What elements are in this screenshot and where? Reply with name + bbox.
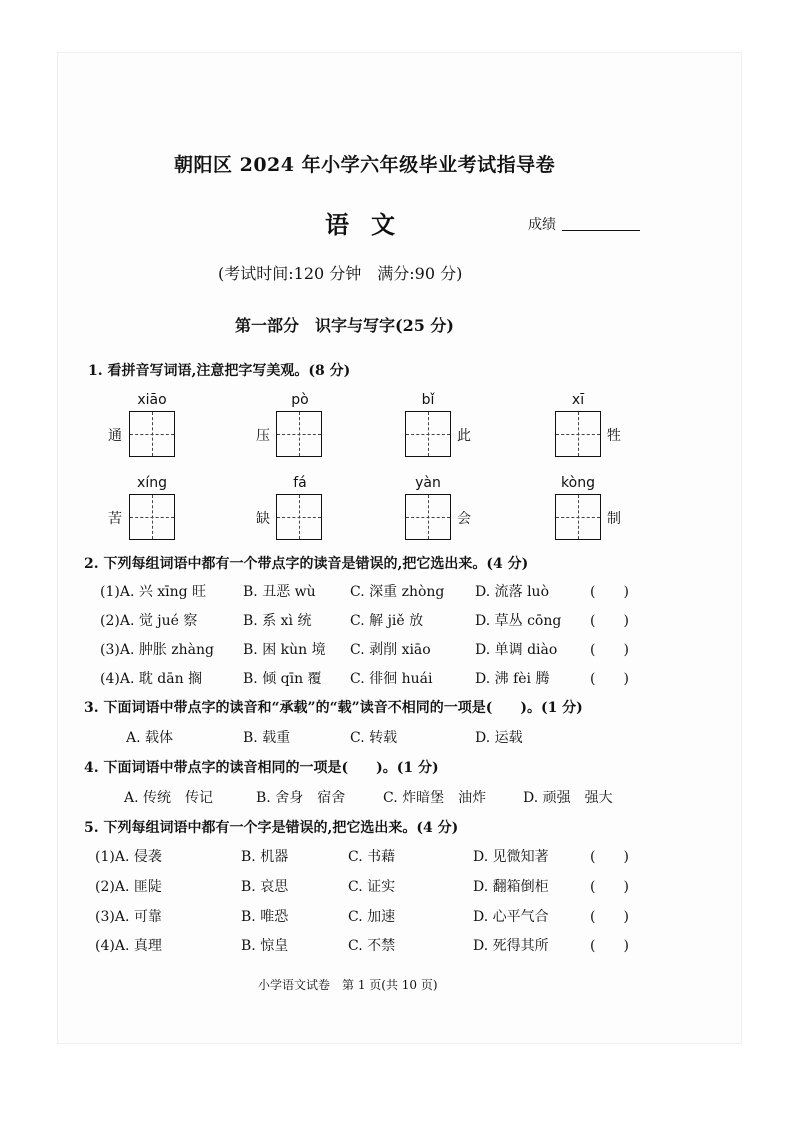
- option-a[interactable]: (1)A. 侵袭: [95, 849, 162, 865]
- pinyin-label: pò: [291, 392, 309, 408]
- writing-grid[interactable]: [276, 411, 322, 457]
- page-footer: 小学语文试卷 第 1 页(共 10 页): [258, 978, 438, 992]
- exam-title: 朝阳区 2024 年小学六年级毕业考试指导卷: [174, 154, 556, 176]
- writing-grid[interactable]: [405, 411, 451, 457]
- option-a[interactable]: (3)A. 可靠: [95, 909, 162, 925]
- option-d[interactable]: D. 死得其所: [473, 938, 549, 954]
- writing-grid[interactable]: [129, 411, 175, 457]
- answer-paren[interactable]: ( ): [590, 671, 629, 687]
- pinyin-label: yàn: [415, 475, 441, 491]
- word-char: 会: [457, 511, 471, 527]
- question-3-title: 3. 下面词语中带点字的读音和“承载”的“载”读音不相同的一项是( )。(1 分): [84, 700, 583, 716]
- option-a[interactable]: A. 载体: [126, 730, 174, 746]
- option-d[interactable]: D. 顽强 强大: [523, 790, 613, 806]
- option-b[interactable]: B. 系 xì 统: [243, 613, 312, 629]
- option-d[interactable]: D. 翻箱倒柜: [473, 879, 549, 895]
- pinyin-label: xī: [571, 392, 585, 408]
- option-d[interactable]: D. 沸 fèi 腾: [475, 671, 550, 687]
- pinyin-label: xíng: [137, 475, 167, 491]
- option-c[interactable]: C. 证实: [348, 879, 396, 895]
- answer-paren[interactable]: ( ): [590, 879, 629, 895]
- option-c[interactable]: C. 剥削 xiāo: [350, 642, 431, 658]
- option-a[interactable]: (4)A. 耽 dān 搁: [100, 671, 203, 687]
- writing-grid[interactable]: [555, 411, 601, 457]
- option-d[interactable]: D. 运载: [475, 730, 523, 746]
- option-b[interactable]: B. 困 kùn 境: [243, 642, 326, 658]
- part-title: 第一部分 识字与写字(25 分): [235, 316, 454, 335]
- option-c[interactable]: C. 炸暗堡 油炸: [383, 790, 487, 806]
- option-b[interactable]: B. 舍身 宿舍: [256, 790, 346, 806]
- option-b[interactable]: B. 机器: [241, 849, 289, 865]
- option-a[interactable]: A. 传统 传记: [124, 790, 214, 806]
- pinyin-label: xiāo: [137, 392, 167, 408]
- answer-paren[interactable]: ( ): [590, 849, 629, 865]
- answer-paren[interactable]: ( ): [590, 642, 629, 658]
- word-char: 牲: [607, 428, 621, 444]
- question-4-title: 4. 下面词语中带点字的读音相同的一项是( )。(1 分): [84, 760, 439, 776]
- writing-grid[interactable]: [276, 494, 322, 540]
- writing-grid[interactable]: [555, 494, 601, 540]
- word-char: 苦: [108, 511, 122, 527]
- option-b[interactable]: B. 哀思: [241, 879, 289, 895]
- option-b[interactable]: B. 载重: [243, 730, 291, 746]
- option-d[interactable]: D. 见微知著: [473, 849, 549, 865]
- option-a[interactable]: (3)A. 肿胀 zhàng: [100, 642, 215, 658]
- option-a[interactable]: (2)A. 觉 jué 察: [100, 613, 198, 629]
- option-b[interactable]: B. 唯恐: [241, 909, 289, 925]
- question-2-title: 2. 下列每组词语中都有一个带点字的读音是错误的,把它选出来。(4 分): [84, 556, 529, 572]
- word-char: 此: [457, 428, 471, 444]
- option-c[interactable]: C. 转载: [350, 730, 398, 746]
- writing-grid[interactable]: [129, 494, 175, 540]
- score-blank[interactable]: [562, 230, 640, 231]
- answer-paren[interactable]: ( ): [590, 613, 629, 629]
- option-d[interactable]: D. 流落 luò: [475, 584, 549, 600]
- subject-title: 语文: [325, 210, 417, 239]
- score-label: 成绩: [528, 217, 556, 233]
- option-c[interactable]: C. 加速: [348, 909, 396, 925]
- answer-paren[interactable]: ( ): [590, 909, 629, 925]
- option-c[interactable]: C. 深重 zhòng: [350, 584, 445, 600]
- word-char: 制: [607, 511, 621, 527]
- pinyin-label: kòng: [561, 475, 595, 491]
- answer-paren[interactable]: ( ): [590, 938, 629, 954]
- option-d[interactable]: D. 草丛 cōng: [475, 613, 562, 629]
- pinyin-label: fá: [293, 475, 307, 491]
- option-b[interactable]: B. 惊皇: [241, 938, 289, 954]
- option-a[interactable]: (2)A. 匪陡: [95, 879, 162, 895]
- word-char: 缺: [256, 511, 270, 527]
- option-d[interactable]: D. 心平气合: [473, 909, 549, 925]
- option-d[interactable]: D. 单调 diào: [475, 642, 558, 658]
- word-char: 压: [256, 428, 270, 444]
- word-char: 通: [108, 428, 122, 444]
- option-b[interactable]: B. 丑恶 wù: [243, 584, 316, 600]
- question-1-title: 1. 看拼音写词语,注意把字写美观。(8 分): [88, 363, 351, 379]
- writing-grid[interactable]: [405, 494, 451, 540]
- option-a[interactable]: (1)A. 兴 xīng 旺: [100, 584, 207, 600]
- option-b[interactable]: B. 倾 qīn 覆: [243, 671, 322, 687]
- pinyin-label: bǐ: [421, 392, 435, 408]
- option-c[interactable]: C. 书藉: [348, 849, 396, 865]
- option-c[interactable]: C. 不禁: [348, 938, 396, 954]
- option-c[interactable]: C. 解 jiě 放: [350, 613, 424, 629]
- answer-paren[interactable]: ( ): [590, 584, 629, 600]
- option-c[interactable]: C. 徘徊 huái: [350, 671, 433, 687]
- question-5-title: 5. 下列每组词语中都有一个字是错误的,把它选出来。(4 分): [84, 820, 459, 836]
- exam-info: (考试时间:120 分钟 满分:90 分): [218, 264, 463, 283]
- option-a[interactable]: (4)A. 真理: [95, 938, 162, 954]
